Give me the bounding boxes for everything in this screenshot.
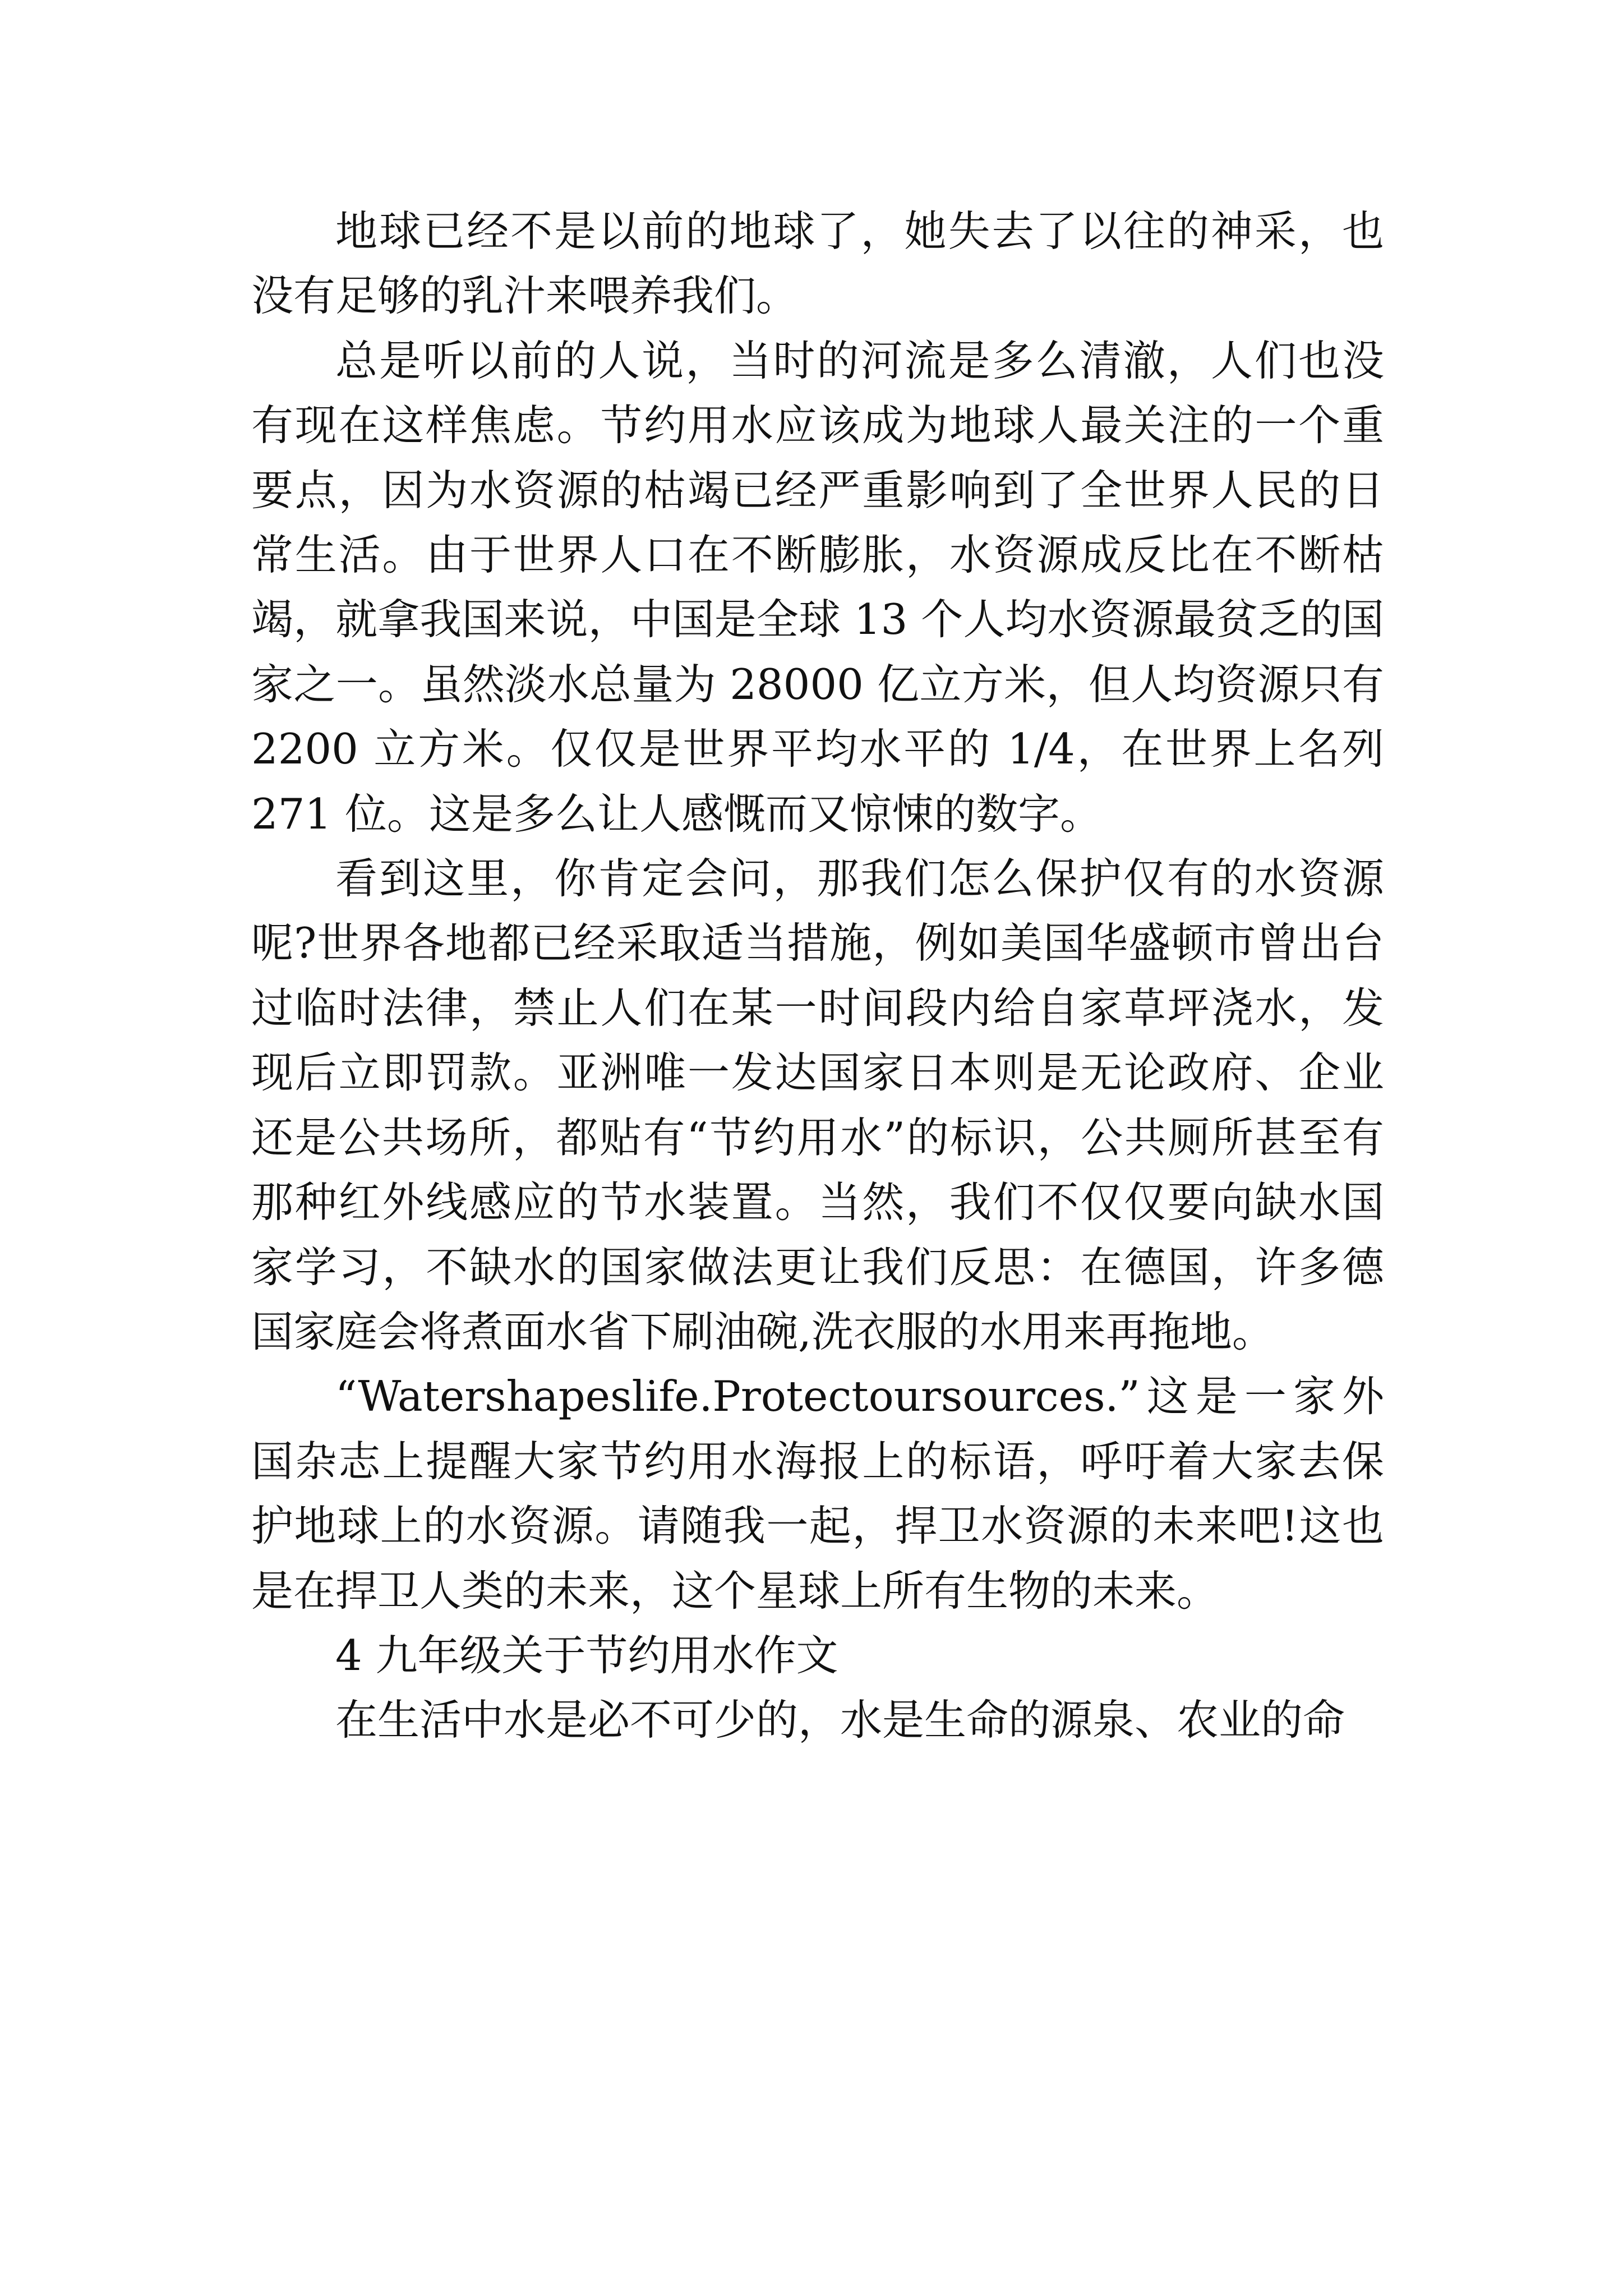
section-heading: 4 九年级关于节约用水作文 [335,1630,838,1680]
paragraph-protection-measures: 看到这里，你肯定会问，那我们怎么保护仅有的水资源呢?世界各地都已经采取适当措施，例如美国华盛顿市曾出台过临时法律，禁止人们在某一时间段内给自家草坪浇水，发现后立即罚款。亚洲唯一发达国家日本则是无论政府、企业还是公共场所，都贴有“节约用水”的标识，公共厕所甚至有那种红外线感应的节水装置。当然，我们不仅仅要向缺水国家学习，不缺水的国家做法更让我们反思：在德国，许多德国家庭会将煮面水省下刷油碗,洗衣服的水用来再拖地。 [251,854,1384,1356]
paragraph-essay-start: 在生活中水是必不可少的，水是生命的源泉、农业的命 [335,1695,1345,1745]
document-body [251,199,1384,1753]
paragraph-water-scarcity: 总是听以前的人说，当时的河流是多么清澈，人们也没有现在这样焦虑。节约用水应该成为地球人最关注的一个重要点，因为水资源的枯竭已经严重影响到了全世界人民的日常生活。由于世界人口在不断膨胀，水资源成反比在不断枯竭，就拿我国来说，中国是全球 13 个人均水资源最贫乏的国家之一。虽然淡水总量为 28000 亿立方米，但人均资源只有 2200 立方米。仅仅是世界平均水平的 1/4，在世界上名列 271 位。这是多么让人感慨而又惊悚的数字。 [251,335,1384,839]
paragraph-slogan: “Watershapeslife.Protectoursources.”这是一家外国杂志上提醒大家节约用水海报上的标语，呼吁着大家去保护地球上的水资源。请随我一起，捍卫水资源的未来吧!这也是在捍卫人类的未来，这个星球上所有生物的未来。 [251,1372,1384,1616]
paragraph-earth: 地球已经不是以前的地球了，她失去了以往的神采，也没有足够的乳汁来喂养我们。 [251,206,1384,321]
